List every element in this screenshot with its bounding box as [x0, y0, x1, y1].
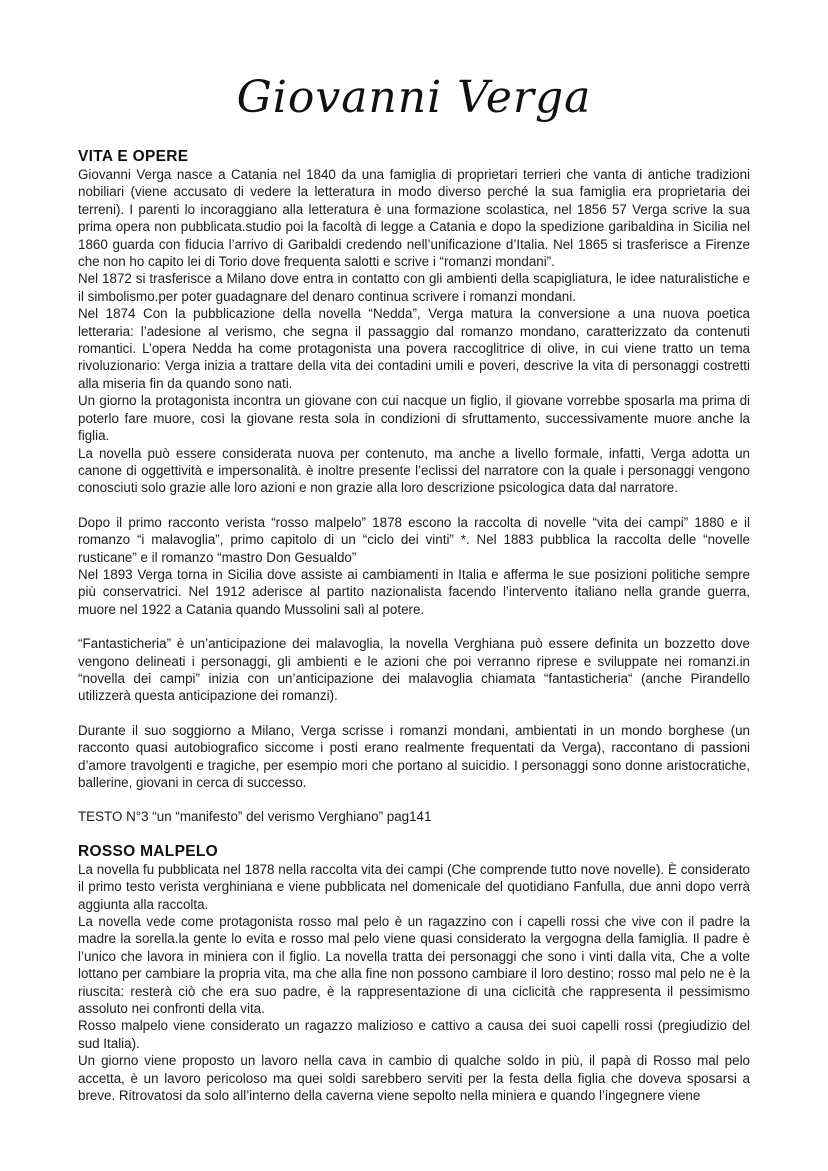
paragraph: Giovanni Verga nasce a Catania nel 1840 da una famiglia di proprietari terrieri che vanta di antiche tradizioni nobiliari (viene accusato di vedere la letteratura in modo diverso perché la sua famiglia era proprietaria dei terreni). I parenti lo incoraggiano alla letteratura è una formazione scolastica, nel 1856 57 Verga scrive la sua prima opera non pubblicata.studio poi la facoltà di legge a Catania e dopo la spedizione garibaldina in Sicilia nel 1860 guarda con fiducia l’arrivo di Garibaldi credendo nell’unificazione d’Italia. Nel 1865 si trasferisce a Firenze che non ho capito lei di Torio dove frequenta salotti e scrive i “romanzi mondani”. [78, 167, 750, 270]
section-heading-vita-e-opere: VITA E OPERE [78, 148, 189, 165]
spacer [78, 791, 750, 808]
section-heading-rosso-malpelo: ROSSO MALPELO [78, 842, 218, 860]
spacer [78, 826, 750, 843]
document-body [78, 148, 750, 1105]
text-reference: TESTO N°3 “un “manifesto” del verismo Verghiano” pag141 [78, 809, 432, 825]
paragraph: Nel 1893 Verga torna in Sicilia dove assiste ai cambiamenti in Italia e afferma le sue posizioni politiche sempre più conservatrici. Nel 1912 aderisce al partito nazionalista facendo l’intervento italiano nella grande guerra, muore nel 1922 a Catania quando Mussolini salì al potere. [78, 566, 750, 617]
paragraph: La novella può essere considerata nuova per contenuto, ma anche a livello formale, infatti, Verga adotta un canone di oggettività e impersonalità. è inoltre presente l’eclissi del narratore con la quale i personaggi vengono conosciuti solo grazie alle loro azioni e non grazie alla loro descrizione psicologica data dal narratore. [78, 445, 750, 496]
paragraph: Dopo il primo racconto verista “rosso malpelo” 1878 escono la raccolta di novelle “vita dei campi” 1880 e il romanzo “i malavoglia”, primo capitolo di un “ciclo dei vinti” *. Nel 1883 pubblica la raccolta delle “novelle rusticane” e il romanzo “mastro Don Gesualdo” [78, 514, 750, 565]
paragraph: Rosso malpelo viene considerato un ragazzo malizioso e cattivo a causa dei suoi capelli rossi (pregiudizio del sud Italia). [78, 1018, 750, 1051]
spacer [78, 705, 750, 722]
paragraph: Durante il suo soggiorno a Milano, Verga scrisse i romanzi mondani, ambientati in un mondo borghese (un racconto quasi autobiografico siccome i posti erano realmente frequentati da Verga), raccontano di passioni d’amore travolgenti e tragiche, per esempio mori che portano al suicidio. I personaggi sono donne aristocratiche, ballerine, giovani in cerca di successo. [78, 722, 750, 790]
spacer [78, 618, 750, 635]
paragraph: La novella vede come protagonista rosso mal pelo è un ragazzino con i capelli rossi che vive con il padre la madre la sorella.la gente lo evita e rosso mal pelo viene quasi considerato la vergogna della famiglia. Il padre è l’unico che lavora in miniera con il figlio. La novella tratta dei personaggi che sono i vinti dalla vita, Che a volte lottano per cambiare la propria vita, ma che alla fine non possono cambiare il loro destino; rosso mal pelo ne è la riuscita: resterà ciò che era suo padre, è la rappresentazione di una ciclicità che rappresenta il pessimismo assoluto nei confronti della vita. [78, 914, 750, 1017]
paragraph: La novella fu pubblicata nel 1878 nella raccolta vita dei campi (Che comprende tutto nove novelle). È considerato il primo testo verista verghiniana e viene pubblicata nel domenicale del quotidiano Fanfulla, due anni dopo verrà aggiunta alla raccolta. [78, 861, 750, 912]
paragraph: Nel 1874 Con la pubblicazione della novella “Nedda”, Verga matura la conversione a una nuova poetica letteraria: l’adesione al verismo, che segna il passaggio dal romanzo mondano, caratterizzato da contenuti romantici. L’opera Nedda ha come protagonista una povera raccoglitrice di olive, in cui viene tratto un tema rivoluzionario: Verga inizia a trattare della vita dei contadini umili e poveri, descrive la vita di personaggi costretti alla miseria fin da quando sono nati. [78, 306, 750, 391]
paragraph: Un giorno la protagonista incontra un giovane con cui nacque un figlio, il giovane vorrebbe sposarla ma prima di poterlo fare muore, così la giovane resta sola in condizioni di sfruttamento, successivamente muore anche la figlia. [78, 393, 750, 444]
spacer [78, 497, 750, 514]
paragraph: Un giorno viene proposto un lavoro nella cava in cambio di qualche soldo in più, il papà di Rosso mal pelo accetta, è un lavoro pericoloso ma quei soldi sarebbero serviti per la festa della figlia che doveva sposarsi a breve. Ritrovatosi da solo all’interno della caverna viene sepolto nella miniera e quando l’ingegnere viene [78, 1053, 750, 1104]
paragraph: “Fantasticheria” è un’anticipazione dei malavoglia, la novella Verghiana può essere definita un bozzetto dove vengono delineati i personaggi, gli ambienti e le azioni che poi verranno riprese e sviluppate nei romanzi.in “novella dei campi” inizia con un’anticipazione dei malavoglia chiamata “fantasticheria“ (anche Pirandello utilizzerà questa anticipazione dei romanzi). [78, 636, 750, 704]
page-title: Giovanni Verga [236, 72, 592, 123]
paragraph: Nel 1872 si trasferisce a Milano dove entra in contatto con gli ambienti della scapigliatura, le idee naturalistiche e il simbolismo.per poter guadagnare del denaro continua scrivere i romanzi mondani. [78, 271, 750, 304]
